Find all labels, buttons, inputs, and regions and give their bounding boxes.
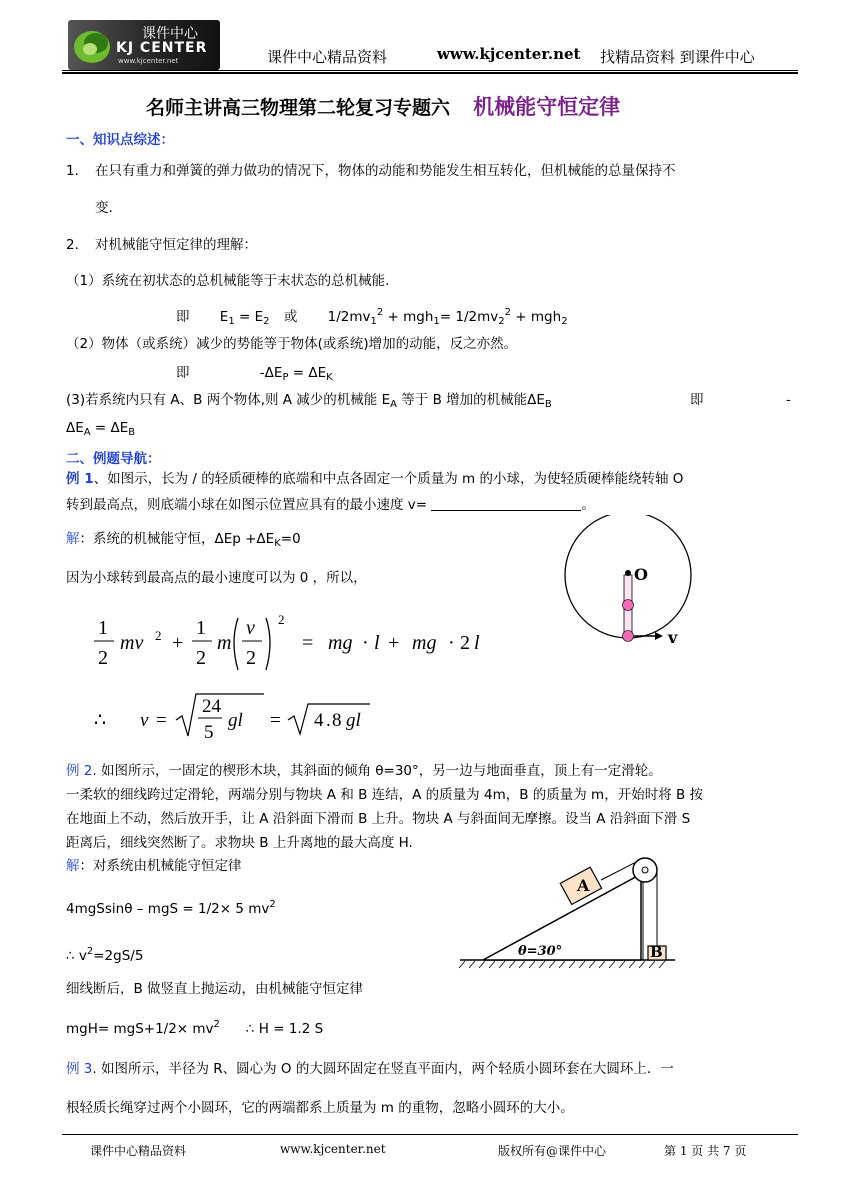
svg-text:mg: mg <box>328 632 353 654</box>
figure-rod-circle <box>555 515 705 655</box>
svg-text:·: · <box>362 632 369 654</box>
ex3-line1: 例 3. 如图所示，半径为 R、圆心为 O 的大圆环固定在竖直平面内，两个轻质小圆环套在大圆环上．一 <box>66 1061 674 1077</box>
tagline-left: 课件中心精品资料 <box>267 48 388 66</box>
svg-text:24: 24 <box>202 696 221 717</box>
item2-equation: 即 $-\Delta E_P = \Delta E_K$ <box>176 365 333 383</box>
fig2-label-B: B <box>650 943 663 961</box>
title-main: 名师主讲高三物理第二轮复习专题六 <box>146 97 451 119</box>
svg-text:+: + <box>172 632 184 654</box>
ex1-sol1: 解：系统的机械能守恒，$\Delta Ep +\Delta E_K=0$ <box>66 531 301 549</box>
title-topic: 机械能守恒定律 <box>473 95 621 119</box>
ex2-sol2: 细线断后，B 做竖直上抛运动，由机械能守恒定律 <box>66 981 364 997</box>
svg-text:l: l <box>374 632 380 654</box>
svg-text:l: l <box>474 632 480 654</box>
ex1-line1: 例 1、如图示，长为 / 的轻质硬棒的底端和中点各固定一个质量为 m 的小球，为使轻质硬棒能绕转轴 O <box>66 471 684 487</box>
p1-num: 1. <box>66 163 79 179</box>
svg-text:·: · <box>448 632 455 654</box>
p2-num: 2. <box>66 237 79 253</box>
item1-equation: 即 $E_1 = E_2$ 或 $1/2mv_1^2 + mgh_1= 1/2mv_2^2 + mgh_2$ <box>176 307 568 327</box>
answer-blank[interactable] <box>431 497 581 511</box>
ex2-line4: 距离后，细线突然断了。求物块 B 上升离地的最大高度 H. <box>66 835 413 851</box>
svg-text:m: m <box>217 632 232 654</box>
svg-text:2: 2 <box>460 632 470 654</box>
logo <box>68 20 220 70</box>
svg-text:gl: gl <box>346 710 361 731</box>
fig2-angle: θ=30° <box>518 944 563 959</box>
fig1-label-v: v <box>668 628 678 647</box>
svg-text:mg: mg <box>412 632 437 654</box>
tagline-url[interactable]: www.kjcenter.net <box>437 45 581 63</box>
p1-line1: 在只有重力和弹簧的弹力做功的情况下，物体的动能和势能发生相互转化，但机械能的总量保持不 <box>95 163 676 179</box>
svg-text:8: 8 <box>332 710 342 731</box>
item3-dash: - <box>786 392 791 408</box>
ex3-line2: 根轻质长绳穿过两个小圆环，它的两端都系上质量为 m 的重物，忽略小圆环的大小。 <box>66 1100 574 1116</box>
footer-url[interactable]: www.kjcenter.net <box>280 1142 386 1156</box>
svg-text:+: + <box>388 632 400 654</box>
section1-heading: 一、知识点综述： <box>66 132 174 148</box>
svg-text:∴: ∴ <box>94 710 107 731</box>
footer-rule <box>62 1134 798 1135</box>
ex2-sol1: 解：对系统由机械能守恒定律 <box>66 858 242 874</box>
fig1-label-O: O <box>634 565 648 584</box>
item3: (3)若系统内只有 A、B 两个物体,则 A 减少的机械能 $E_A$ 等于 B 增加的机械能$\Delta E_B$ <box>66 392 552 410</box>
footer-page: 第 1 页 共 7 页 <box>664 1144 747 1158</box>
page-title <box>146 91 620 121</box>
logo-cn: 课件中心 <box>142 26 198 42</box>
svg-text:2: 2 <box>246 647 256 669</box>
item3-equation: $\Delta E_A = \Delta E_B$ <box>66 420 136 438</box>
fig2-label-A: A <box>577 876 590 895</box>
ex1-line2: 转到最高点，则底端小球在如图示位置应具有的最小速度 v= 。 <box>66 497 595 513</box>
svg-text:gl: gl <box>228 710 243 731</box>
header-rule <box>62 70 798 71</box>
svg-text:2: 2 <box>155 628 162 643</box>
ex2-line1: 例 2. 如图所示，一固定的楔形木块，其斜面的倾角 θ=30°，另一边与地面垂直，顶上有一定滑轮。 <box>66 763 662 779</box>
svg-text:=: = <box>302 632 314 654</box>
svg-text:4: 4 <box>314 710 324 731</box>
header-rule-thick <box>62 72 798 74</box>
ex2-eq2: ∴ $v^2=2gS/5$ <box>66 946 144 964</box>
svg-text:v: v <box>246 617 255 639</box>
item1: （1）系统在初状态的总机械能等于末状态的总机械能. <box>66 273 390 289</box>
item3-ji: 即 <box>690 392 704 408</box>
svg-text:2: 2 <box>98 647 108 669</box>
ex2-line2: 一柔软的细线跨过定滑轮，两端分别与物块 A 和 B 连结，A 的质量为 4m，B 的质量为 m，开始时将 B 按 <box>66 787 704 803</box>
svg-text:=: = <box>156 710 167 731</box>
svg-text:5: 5 <box>204 722 214 742</box>
svg-text:v: v <box>140 710 149 731</box>
p1-line2: 变. <box>95 200 113 216</box>
svg-text:1: 1 <box>196 617 206 639</box>
footer-copyright: 版权所有@课件中心 <box>498 1144 607 1158</box>
section2-heading: 二、例题导航： <box>66 451 161 467</box>
equation-energy <box>92 612 512 678</box>
logo-swirl-icon <box>70 23 116 67</box>
svg-text:2: 2 <box>196 647 206 669</box>
svg-text:=: = <box>270 710 281 731</box>
svg-text:1: 1 <box>98 617 108 639</box>
ex2-eq1: 4mgSsinθ – mgS = 1/2× 5 $mv^2$ <box>66 899 276 917</box>
ex2-line3: 在地面上不动，然后放开手，让 A 沿斜面下滑而 B 上升。物块 A 与斜面间无摩擦。设当 A 沿斜面下滑 S <box>66 811 691 827</box>
ex2-eq3: $mgH= mgS+1/2\times mv^2$ ∴ H = 1.2 S <box>66 1019 324 1037</box>
svg-text:.: . <box>326 710 331 731</box>
svg-text:mv: mv <box>120 632 144 654</box>
item2: （2）物体（或系统）减少的势能等于物体(或系统)增加的动能，反之亦然。 <box>66 336 518 352</box>
logo-url: www.kjcenter.net <box>118 57 179 65</box>
ex1-sol2: 因为小球转到最高点的最小速度可以为 0 ，所以， <box>66 570 367 586</box>
logo-en: KJ CENTER <box>116 40 208 56</box>
tagline-right: 找精品资料 到课件中心 <box>600 48 755 66</box>
equation-velocity <box>92 690 392 742</box>
svg-text:2: 2 <box>278 612 285 627</box>
p2-text: 对机械能守恒定律的理解： <box>95 237 257 253</box>
footer-left: 课件中心精品资料 <box>90 1144 187 1158</box>
